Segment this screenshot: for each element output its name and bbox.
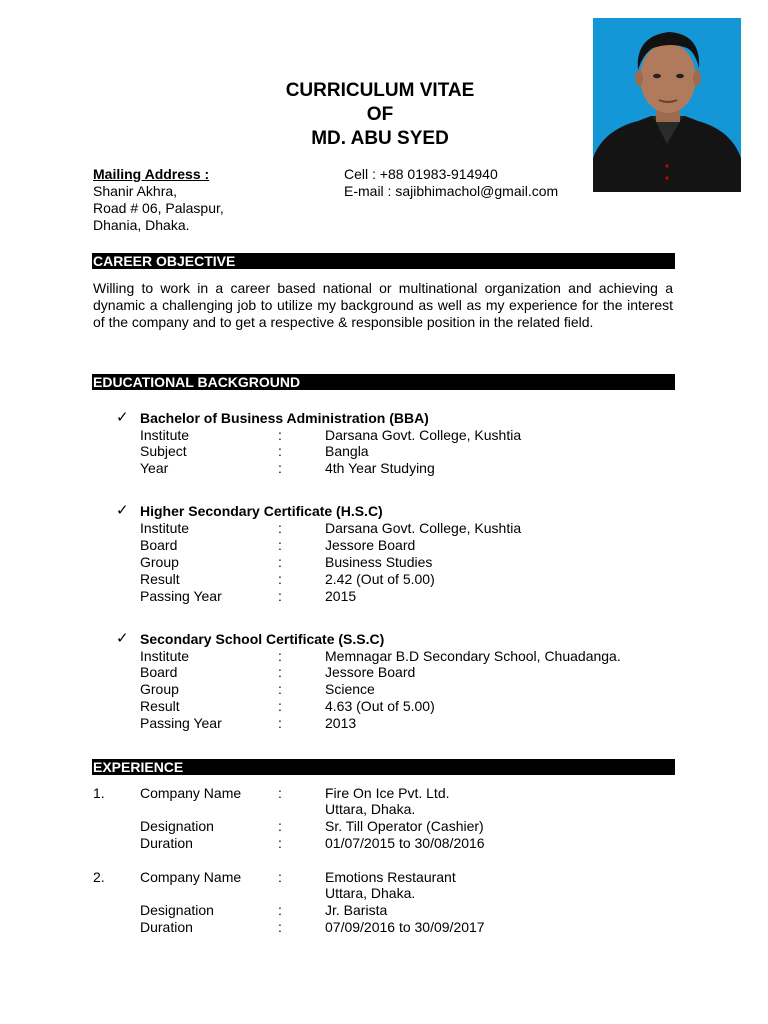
email-address: E-mail : sajibhimachol@gmail.com: [344, 183, 559, 199]
field-value: Bangla: [325, 443, 369, 459]
company-location: Uttara, Dhaka.: [325, 801, 416, 817]
section-bar-career-objective: CAREER OBJECTIVE: [92, 253, 675, 269]
colon-separator: :: [278, 554, 282, 570]
cell-phone: Cell : +88 01983-914940: [344, 166, 498, 182]
field-label: Year: [140, 460, 169, 476]
colon-separator: :: [278, 698, 282, 714]
degree-title: Secondary School Certificate (S.S.C): [140, 631, 385, 647]
field-label: Institute: [140, 520, 190, 536]
address-line-2: Road # 06, Palaspur,: [93, 200, 224, 216]
section-bar-education: EDUCATIONAL BACKGROUND: [92, 374, 675, 390]
colon-separator: :: [278, 648, 282, 664]
duration-value: 07/09/2016 to 30/09/2017: [325, 919, 485, 935]
field-label: Institute: [140, 427, 190, 443]
field-value: Memnagar B.D Secondary School, Chuadanga.: [325, 648, 621, 664]
cv-title: CURRICULUM VITAE: [285, 80, 475, 101]
field-label: Board: [140, 537, 178, 553]
field-value: 2015: [325, 588, 357, 604]
address-line-3: Dhania, Dhaka.: [93, 217, 190, 233]
check-icon: ✓: [116, 502, 129, 519]
colon-separator: :: [278, 460, 282, 476]
colon-separator: :: [278, 571, 282, 587]
field-label: Passing Year: [140, 715, 222, 731]
section-bar-experience: EXPERIENCE: [92, 759, 675, 775]
field-value: Jessore Board: [325, 664, 416, 680]
colon-separator: :: [278, 427, 282, 443]
field-value: 4th Year Studying: [325, 460, 435, 476]
field-label: Result: [140, 698, 180, 714]
colon-separator: :: [278, 588, 282, 604]
field-label: Result: [140, 571, 180, 587]
company-name: Emotions Restaurant: [325, 869, 456, 885]
degree-title: Higher Secondary Certificate (H.S.C): [140, 503, 383, 519]
field-value: Jessore Board: [325, 537, 416, 553]
field-label: Duration: [140, 835, 193, 851]
candidate-name: MD. ABU SYED: [311, 128, 449, 149]
field-label: Board: [140, 664, 178, 680]
colon-separator: :: [278, 520, 282, 536]
colon-separator: :: [278, 785, 282, 801]
field-label: Designation: [140, 902, 214, 918]
colon-separator: :: [278, 715, 282, 731]
colon-separator: :: [278, 443, 282, 459]
profile-photo: [593, 18, 741, 192]
field-value: Science: [325, 681, 375, 697]
degree-title: Bachelor of Business Administration (BBA): [140, 410, 429, 426]
field-label: Group: [140, 554, 179, 570]
field-label: Designation: [140, 818, 214, 834]
company-name: Fire On Ice Pvt. Ltd.: [325, 785, 450, 801]
mailing-address-label: Mailing Address :: [93, 166, 210, 182]
duration-value: 01/07/2015 to 30/08/2016: [325, 835, 485, 851]
colon-separator: :: [278, 537, 282, 553]
cv-title-of: OF: [366, 104, 394, 125]
field-value: Darsana Govt. College, Kushtia: [325, 520, 522, 536]
field-value: 2013: [325, 715, 357, 731]
career-objective-text: Willing to work in a career based national or multinational organization and achieving a dynamic a challenging job to utilize my background as well as my experience for the interest of the company and to get a respective & responsible position in the related field.: [93, 280, 673, 330]
check-icon: ✓: [116, 409, 129, 426]
field-value: 4.63 (Out of 5.00): [325, 698, 435, 714]
check-icon: ✓: [116, 630, 129, 647]
experience-number: 2.: [93, 869, 105, 885]
colon-separator: :: [278, 869, 282, 885]
field-value: 2.42 (Out of 5.00): [325, 571, 435, 587]
field-label: Company Name: [140, 869, 242, 885]
address-line-1: Shanir Akhra,: [93, 183, 178, 199]
field-label: Duration: [140, 919, 193, 935]
field-value: Darsana Govt. College, Kushtia: [325, 427, 522, 443]
colon-separator: :: [278, 902, 282, 918]
field-label: Institute: [140, 648, 190, 664]
company-location: Uttara, Dhaka.: [325, 885, 416, 901]
colon-separator: :: [278, 818, 282, 834]
colon-separator: :: [278, 681, 282, 697]
field-value: Business Studies: [325, 554, 433, 570]
colon-separator: :: [278, 919, 282, 935]
field-label: Subject: [140, 443, 187, 459]
experience-number: 1.: [93, 785, 105, 801]
colon-separator: :: [278, 664, 282, 680]
colon-separator: :: [278, 835, 282, 851]
field-label: Passing Year: [140, 588, 222, 604]
designation-value: Jr. Barista: [325, 902, 388, 918]
field-label: Company Name: [140, 785, 242, 801]
designation-value: Sr. Till Operator (Cashier): [325, 818, 484, 834]
field-label: Group: [140, 681, 179, 697]
